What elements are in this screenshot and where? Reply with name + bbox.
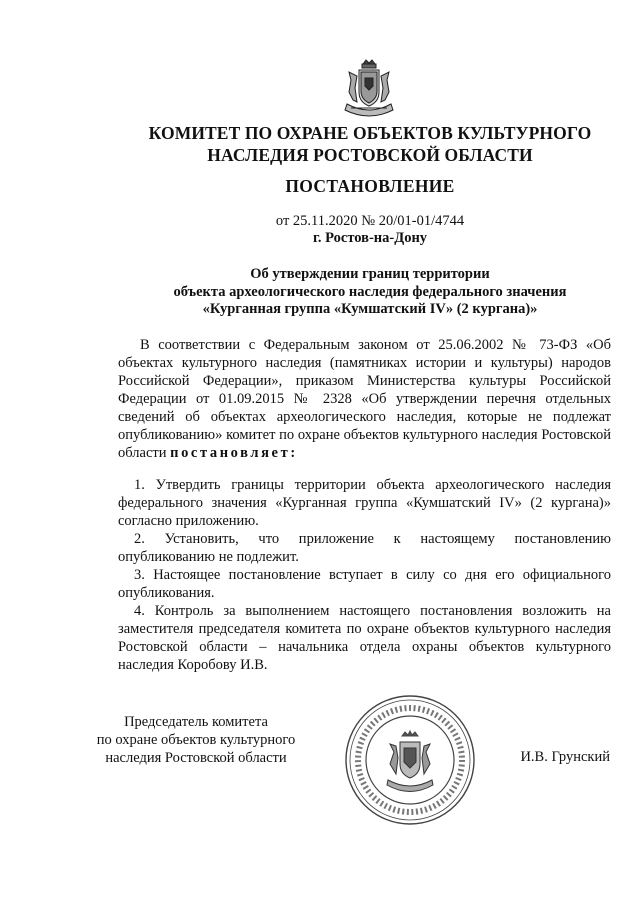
organization-name-line1: КОМИТЕТ ПО ОХРАНЕ ОБЪЕКТОВ КУЛЬТУРНОГО xyxy=(148,123,592,143)
document-type: ПОСТАНОВЛЕНИЕ xyxy=(285,176,455,196)
decree-word: постановляет: xyxy=(170,445,298,461)
signatory-title xyxy=(80,713,312,767)
coat-of-arms-icon xyxy=(341,58,397,122)
preamble-paragraph xyxy=(118,336,611,462)
decree-item-1: 1. Утвердить границы территории объекта археологического наследия федерального значения «Курганная группа «Кумшатский IV» (2 кургана)» согласно приложению. xyxy=(118,477,611,529)
signatory-title-line: по охране объектов культурного xyxy=(96,732,296,748)
signatory-title-line: наследия Ростовской области xyxy=(105,750,287,766)
document-date-number: от 25.11.2020 № 20/01-01/4744 xyxy=(275,213,465,229)
subject-line: Об утверждении границ территории xyxy=(250,266,490,282)
document-city: г. Ростов-на-Дону xyxy=(312,230,428,246)
preamble-text: В соответствии с Федеральным законом от 25.06.2002 № 73-ФЗ «Об объектах культурного наследия (памятниках истории и культуры) народов Российской Федерации», приказом Министерства культуры Российской Федерации от 01.09.2015 № 2328 «Об утверждении перечня отдельных сведений об объектах археологического наследия, которые не подлежат опубликованию» комитет по охране объектов культурного наследия Ростовской области xyxy=(118,337,611,461)
subject-line: «Курганная группа «Кумшатский IV» (2 кургана)» xyxy=(202,301,538,317)
document-subject xyxy=(120,266,620,319)
organization-name xyxy=(120,122,620,166)
signatory-name: И.В. Грунский xyxy=(520,749,610,765)
decree-item-4: 4. Контроль за выполнением настоящего постановления возложить на заместителя председателя комитета по охране объектов культурного наследия Ростовской области – начальника отдела охраны объектов культурного наследия Коробову И.В. xyxy=(118,603,611,673)
signatory-title-line: Председатель комитета xyxy=(124,714,268,730)
organization-name-line2: НАСЛЕДИЯ РОСТОВСКОЙ ОБЛАСТИ xyxy=(207,145,533,165)
subject-line: объекта археологического наследия федерального значения xyxy=(173,283,567,300)
official-seal-icon xyxy=(342,692,478,828)
decree-item-3: 3. Настоящее постановление вступает в силу со дня его официального опубликования. xyxy=(118,567,611,601)
decree-item-2: 2. Установить, что приложение к настоящему постановлению опубликованию не подлежит. xyxy=(118,531,611,565)
decree-items xyxy=(118,476,611,674)
